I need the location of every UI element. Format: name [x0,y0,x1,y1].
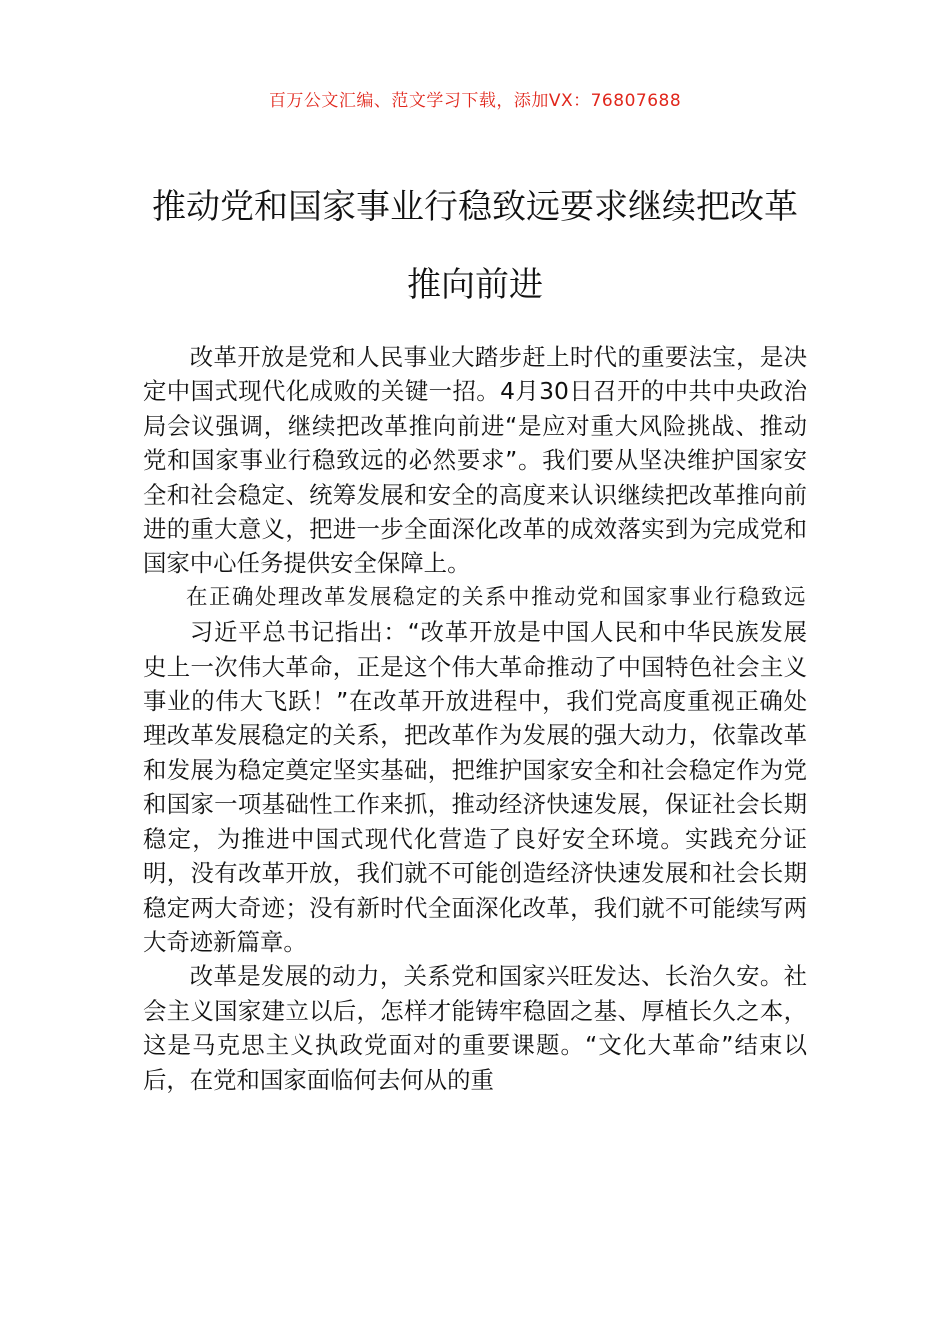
document-body [143,340,807,1097]
paragraph-intro: 改革开放是党和人民事业大踏步赶上时代的重要法宝，是决定中国式现代化成败的关键一招。4月30日召开的中共中央政治局会议强调，继续把改革推向前进“是应对重大风险挑战、推动党和国家事业行稳致远的必然要求”。我们要从坚决维护国家安全和社会稳定、统筹发展和安全的高度来认识继续把改革推向前进的重大意义，把进一步全面深化改革的成效落实到为完成党和国家中心任务提供安全保障上。 [143,343,807,578]
header-watermark-note: 百万公文汇编、范文学习下载，添加VX：76807688 [268,91,682,111]
paragraph-quote: 习近平总书记指出：“改革开放是中国人民和中华民族发展史上一次伟大革命，正是这个伟大革命推动了中国特色社会主义事业的伟大飞跃！”在改革开放进程中，我们党高度重视正确处理改革发展稳定的关系，把改革作为发展的强大动力，依靠改革和发展为稳定奠定坚实基础，把维护国家安全和社会稳定作为党和国家一项基础性工作来抓，推动经济快速发展，保证社会长期稳定，为推进中国式现代化营造了良好安全环境。实践充分证明，没有改革开放，我们就不可能创造经济快速发展和社会长期稳定两大奇迹；没有新时代全面深化改革，我们就不可能续写两大奇迹新篇章。 [143,618,807,956]
paragraph-reform: 改革是发展的动力，关系党和国家兴旺发达、长治久安。社会主义国家建立以后，怎样才能铸牢稳固之基、厚植长久之本，这是马克思主义执政党面对的重要课题。“文化大革命”结束以后，在党和国家面临何去何从的重 [143,962,807,1094]
document-title: 推动党和国家事业行稳致远要求继续把改革推向前进 [152,187,798,305]
section-subheading: 在正确处理改革发展稳定的关系中推动党和国家事业行稳致远 [186,584,808,610]
